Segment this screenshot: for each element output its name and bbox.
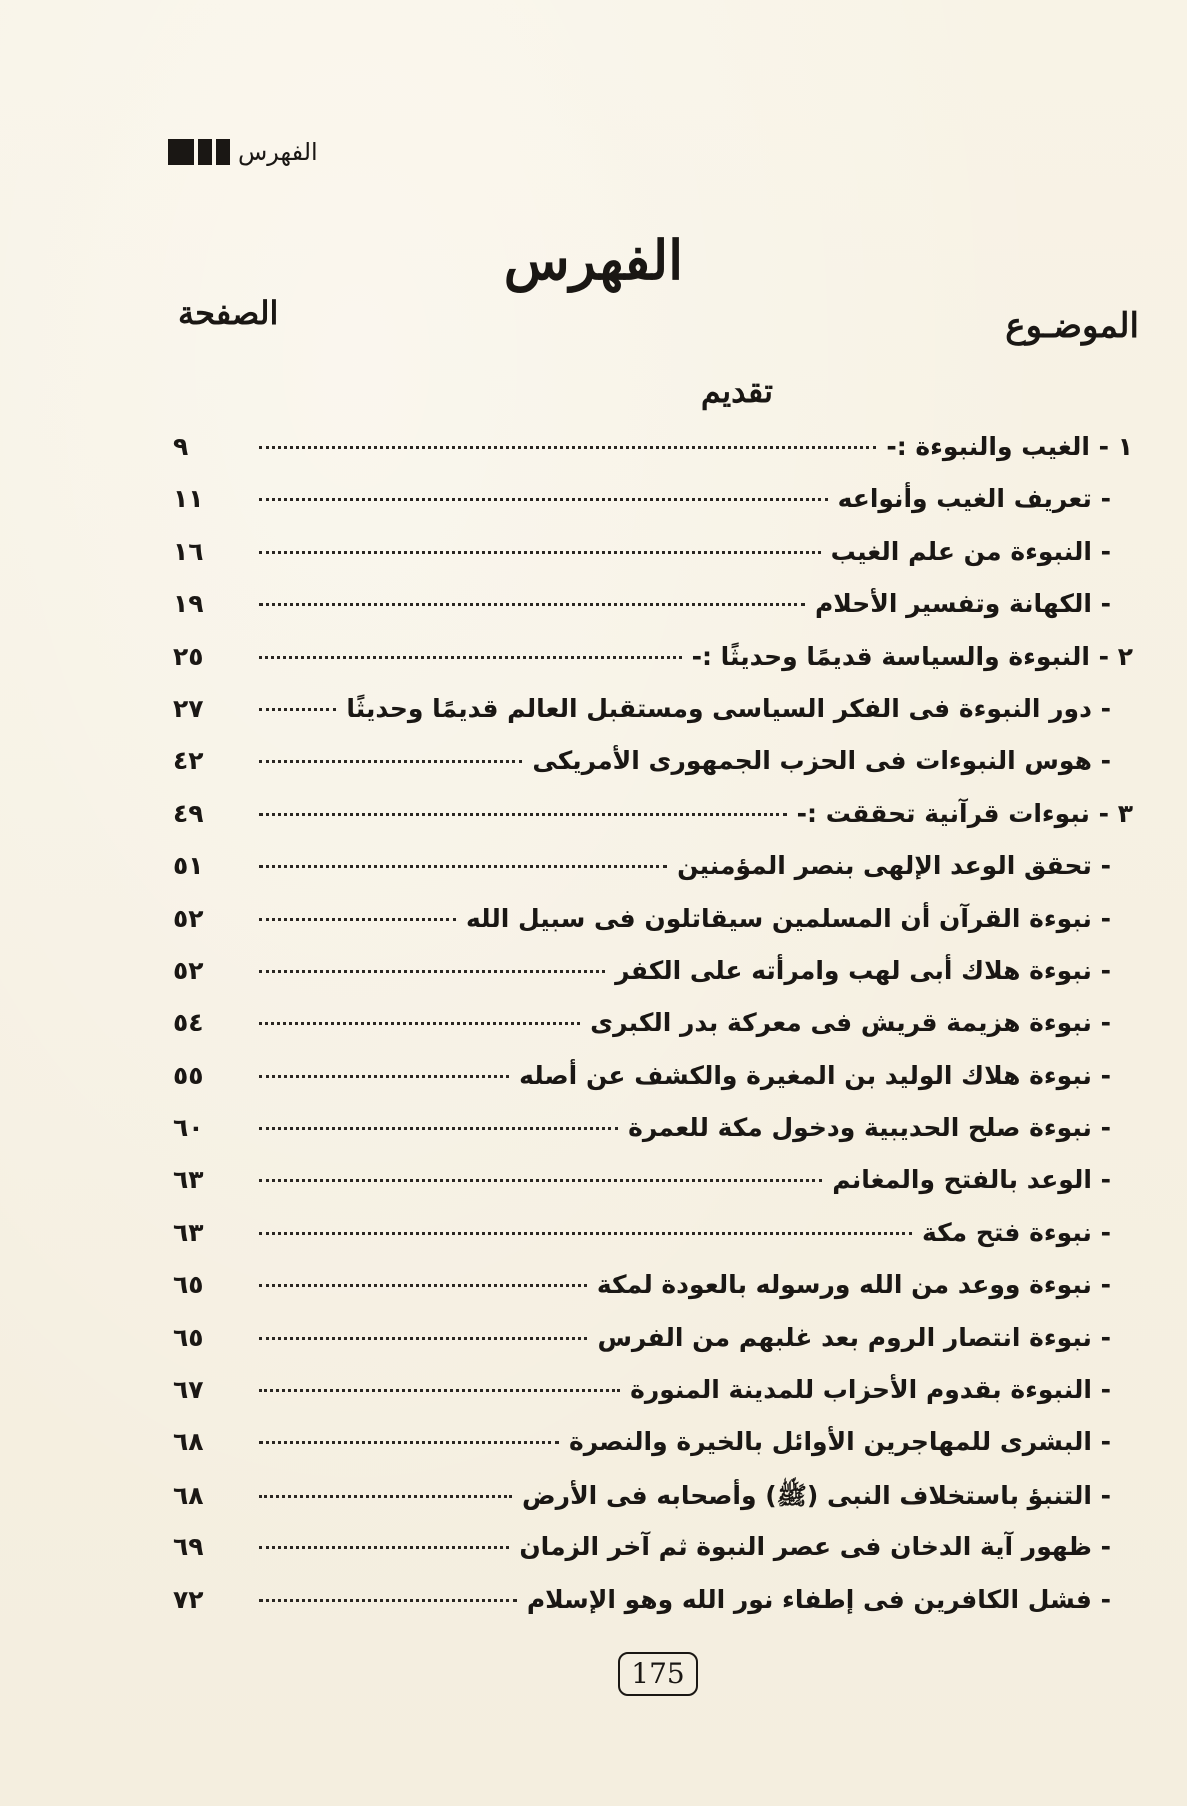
dot-leader [259, 550, 821, 554]
toc-entry [167, 424, 1133, 476]
toc-entry [167, 1210, 1133, 1262]
toc-entry-title: ٢ - النبوءة والسياسة قديمًا وحديثًا :- [691, 641, 1133, 671]
running-header-label: الفهرس [238, 138, 318, 166]
toc-entry [167, 1524, 1133, 1576]
toc-entry [167, 1262, 1133, 1314]
dot-leader [259, 1178, 822, 1182]
toc-entry-title: - ظهور آية الدخان فى عصر النبوة ثم آخر الزمان [519, 1532, 1111, 1562]
dot-leader [259, 864, 667, 868]
toc-entry-title: ٣ - نبوءات قرآنية تحققت :- [796, 798, 1133, 828]
toc-entry [167, 1419, 1133, 1471]
dot-leader [259, 1283, 587, 1287]
toc-entry [167, 843, 1133, 895]
toc-entry-page: ٥١ [173, 851, 204, 881]
toc-entry-page: ٥٢ [173, 955, 204, 985]
toc-entry-title: - نبوءة هلاك الوليد بن المغيرة والكشف عن أصله [519, 1060, 1111, 1090]
toc-entry-title: - نبوءة هزيمة قريش فى معركة بدر الكبرى [590, 1008, 1111, 1038]
toc-entry-page: ٤٢ [173, 746, 204, 776]
toc-entry [167, 529, 1133, 581]
dot-leader [259, 1126, 618, 1130]
toc-entry-page: ٢٧ [173, 693, 204, 723]
toc-entry-page: ٢٥ [173, 641, 204, 671]
toc-entry-page: ٧٢ [173, 1584, 204, 1614]
dot-leader [259, 1021, 580, 1025]
dot-leader [259, 812, 787, 816]
toc-entry [167, 1472, 1133, 1524]
dot-leader [259, 1494, 512, 1498]
column-header-topic: الموضـوع [1005, 306, 1139, 346]
toc-entry-title: - هوس النبوءات فى الحزب الجمهورى الأمريكى [532, 746, 1111, 776]
page-title: الفهرس [503, 228, 684, 292]
dot-leader [259, 655, 682, 659]
dot-leader [259, 1388, 620, 1392]
toc-entry-page: ٥٢ [173, 903, 204, 933]
toc-entry [167, 791, 1133, 843]
dot-leader [259, 1598, 517, 1602]
toc-entry-title: - نبوءة فتح مكة [921, 1217, 1111, 1247]
dot-leader [259, 1231, 912, 1235]
toc-entry-page: ٦٧ [173, 1375, 204, 1405]
toc-entry-title: - البشرى للمهاجرين الأوائل بالخيرة والنصرة [569, 1427, 1111, 1457]
toc-entry [167, 1157, 1133, 1209]
toc-entry-page: ١١ [173, 484, 204, 514]
toc-entry-page: ٥٤ [173, 1008, 204, 1038]
toc-entry-title: - النبوءة من علم الغيب [830, 536, 1111, 566]
page-number: 175 [618, 1652, 698, 1696]
dot-leader [259, 1440, 559, 1444]
toc-entry-title: - نبوءة ووعد من الله ورسوله بالعودة لمكة [596, 1270, 1111, 1300]
toc-entry-title: - الوعد بالفتح والمغانم [832, 1165, 1111, 1195]
toc-entry [167, 738, 1133, 790]
toc-entry-page: ٦٥ [173, 1322, 204, 1352]
toc-entry-title: - نبوءة انتصار الروم بعد غلبهم من الفرس [597, 1322, 1111, 1352]
toc-entry-title: - النبوءة بقدوم الأحزاب للمدينة المنورة [630, 1375, 1111, 1405]
toc-entry [167, 1577, 1133, 1629]
toc-entry-title: - نبوءة صلح الحديبية ودخول مكة للعمرة [628, 1113, 1111, 1143]
toc-entry [167, 948, 1133, 1000]
dot-leader [259, 969, 605, 973]
toc-entry [167, 1367, 1133, 1419]
toc-entry-page: ٩ [173, 432, 189, 461]
toc-entry [167, 634, 1133, 686]
dot-leader [259, 445, 876, 449]
dot-leader [259, 497, 828, 501]
toc-entry-title: - نبوءة القرآن أن المسلمين سيقاتلون فى سبيل الله [465, 903, 1111, 933]
toc-entry [167, 1105, 1133, 1157]
toc-entry [167, 476, 1133, 528]
toc-entry-title: - دور النبوءة فى الفكر السياسى ومستقبل العالم قديمًا وحديثًا [346, 693, 1111, 723]
dot-leader [259, 602, 805, 606]
running-header-bars [168, 139, 230, 165]
toc-entry-page: ١٩ [173, 589, 204, 619]
dot-leader [259, 759, 522, 763]
toc-entry-page: ٤٩ [173, 798, 204, 828]
toc-entry [167, 1315, 1133, 1367]
table-of-contents [167, 424, 1133, 1629]
toc-entry-title: - الكهانة وتفسير الأحلام [814, 589, 1111, 619]
toc-entry [167, 686, 1133, 738]
dot-leader [259, 707, 336, 711]
toc-entry-page: ٦٣ [173, 1217, 204, 1247]
dot-leader [259, 1336, 587, 1340]
dot-leader [259, 1074, 509, 1078]
toc-entry-page: ٦٠ [173, 1113, 204, 1143]
toc-entry-title: - تعريف الغيب وأنواعه [837, 484, 1111, 514]
section-heading: تقديم [700, 372, 773, 410]
toc-entry-page: ٦٨ [173, 1427, 204, 1457]
dot-leader [259, 1545, 509, 1549]
toc-entry-page: ٦٨ [173, 1480, 204, 1510]
running-header [168, 138, 318, 166]
toc-entry-title: - التنبؤ باستخلاف النبى (ﷺ) وأصحابه فى الأرض [522, 1480, 1111, 1510]
toc-entry [167, 1053, 1133, 1105]
dot-leader [259, 917, 456, 921]
toc-entry-page: ٦٣ [173, 1165, 204, 1195]
toc-entry [167, 1000, 1133, 1052]
toc-entry-page: ٦٥ [173, 1270, 204, 1300]
toc-entry-title: - تحقق الوعد الإلهى بنصر المؤمنين [677, 851, 1111, 881]
toc-entry-title: - فشل الكافرين فى إطفاء نور الله وهو الإسلام [526, 1584, 1111, 1614]
toc-entry-page: ٥٥ [173, 1060, 204, 1090]
column-header-page: الصفحة [178, 294, 279, 332]
toc-entry-page: ١٦ [173, 536, 204, 566]
toc-entry [167, 896, 1133, 948]
toc-entry [167, 581, 1133, 633]
toc-entry-page: ٦٩ [173, 1532, 204, 1562]
toc-entry-title: - نبوءة هلاك أبى لهب وامرأته على الكفر [615, 955, 1111, 985]
toc-entry-title: ١ - الغيب والنبوءة :- [886, 432, 1133, 461]
